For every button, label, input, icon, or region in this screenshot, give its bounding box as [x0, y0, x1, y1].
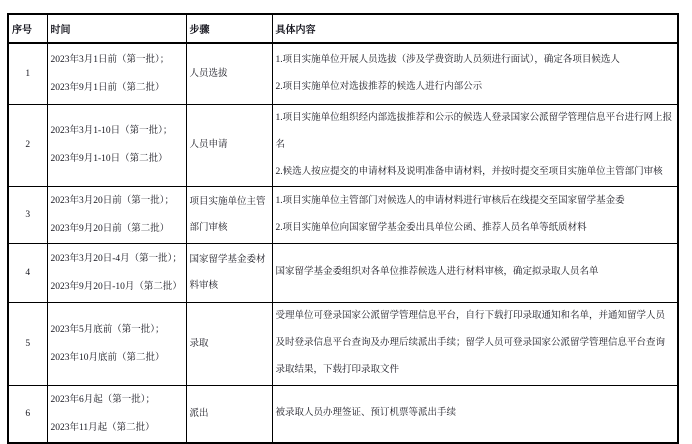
content-cell — [272, 302, 678, 385]
header-row — [8, 14, 678, 43]
header-cell-step: 步骤 — [186, 14, 272, 43]
table-row — [8, 186, 678, 243]
step-text: 人员申请 — [189, 140, 228, 150]
content-cell — [272, 243, 678, 302]
time-line: 2023年9月1日前（第二批） — [50, 82, 165, 93]
content-cell — [272, 385, 678, 443]
header-cell-number: 序号 — [8, 14, 47, 43]
content-line: 2.候选人按应提交的申请材料及说明准备申请材料，并按时提交至项目实施单位主管部门审核 — [275, 166, 663, 177]
time-line: 2023年11月起（第二批） — [50, 422, 155, 433]
content-line: 国家留学基金委组织对各单位推荐候选人进行材料审核，确定拟录取人员名单 — [275, 267, 599, 277]
step-text: 人员选拔 — [189, 68, 228, 79]
time-cell — [47, 43, 186, 104]
step-cell — [186, 385, 272, 443]
time-cell — [47, 243, 186, 302]
time-line: 2023年9月20日前（第二批） — [50, 223, 170, 234]
row-number-cell: 5 — [8, 302, 47, 385]
step-cell — [186, 104, 272, 186]
table-row — [8, 302, 678, 385]
time-cell — [47, 385, 186, 443]
content-line: 1.项目实施单位组织经内部选拔推荐和公示的候选人登录国家公派留学管理信息平台进行网上报名 — [275, 112, 673, 150]
table-header — [8, 14, 678, 43]
content-line: 受理单位可登录国家公派留学管理信息平台，自行下载打印录取通知和名单，并通知留学人员及时登录信息平台查询及办理后续派出手续；留学人员可登录国家公派留学管理信息平台查询录取结果，下载打印录取文件 — [275, 311, 666, 375]
content-cell — [272, 43, 678, 104]
row-number-cell: 1 — [8, 43, 47, 104]
time-cell — [47, 104, 186, 186]
table-row — [8, 385, 678, 443]
time-line: 2023年3月1日前（第一批）； — [50, 54, 170, 65]
step-cell — [186, 186, 272, 243]
table-row — [8, 243, 678, 302]
content-line: 2.项目实施单位向国家留学基金委出具单位公函、推荐人员名单等纸质材料 — [275, 222, 587, 233]
table-row — [8, 43, 678, 104]
header-cell-time: 时间 — [47, 14, 186, 43]
schedule-table — [7, 13, 679, 444]
time-line: 2023年9月20日-10月（第二批） — [50, 281, 182, 292]
content-line: 2.项目实施单位对选拔推荐的候选人进行内部公示 — [275, 81, 483, 92]
content-line: 1.项目实施单位开展人员选拔（涉及学费资助人员须进行面试），确定各项目候选人 — [275, 54, 620, 65]
time-line: 2023年3月20日前（第一批）； — [50, 195, 175, 206]
content-cell — [272, 104, 678, 186]
time-cell — [47, 302, 186, 385]
content-cell — [272, 186, 678, 243]
content-line: 1.项目实施单位主管部门对候选人的申请材料进行审核后在线提交至国家留学基金委 — [275, 195, 625, 206]
step-cell — [186, 302, 272, 385]
time-line: 2023年10月底前（第二批） — [50, 352, 165, 363]
step-cell — [186, 43, 272, 104]
time-line: 2023年5月底前（第一批）； — [50, 324, 165, 335]
row-number-cell: 3 — [8, 186, 47, 243]
row-number-cell: 2 — [8, 104, 47, 186]
content-line: 被录取人员办理签证、预订机票等派出手续 — [275, 408, 457, 418]
time-line: 2023年9月1-10日（第二批） — [50, 154, 168, 164]
time-cell — [47, 186, 186, 243]
step-cell — [186, 243, 272, 302]
row-number-cell: 6 — [8, 385, 47, 443]
time-line: 2023年6月起（第一批）； — [50, 394, 156, 405]
table-body — [8, 43, 678, 443]
header-cell-content: 具体内容 — [272, 14, 678, 43]
table-row — [8, 104, 678, 186]
step-text: 录取 — [189, 338, 209, 349]
step-text: 国家留学基金委材料审核 — [189, 254, 266, 291]
row-number-cell: 4 — [8, 243, 47, 302]
time-line: 2023年3月20日-4月（第一批）； — [50, 253, 182, 264]
step-text: 派出 — [189, 408, 209, 419]
time-line: 2023年3月1-10日（第一批）； — [50, 126, 173, 136]
step-text: 项目实施单位主管部门审核 — [189, 196, 266, 233]
